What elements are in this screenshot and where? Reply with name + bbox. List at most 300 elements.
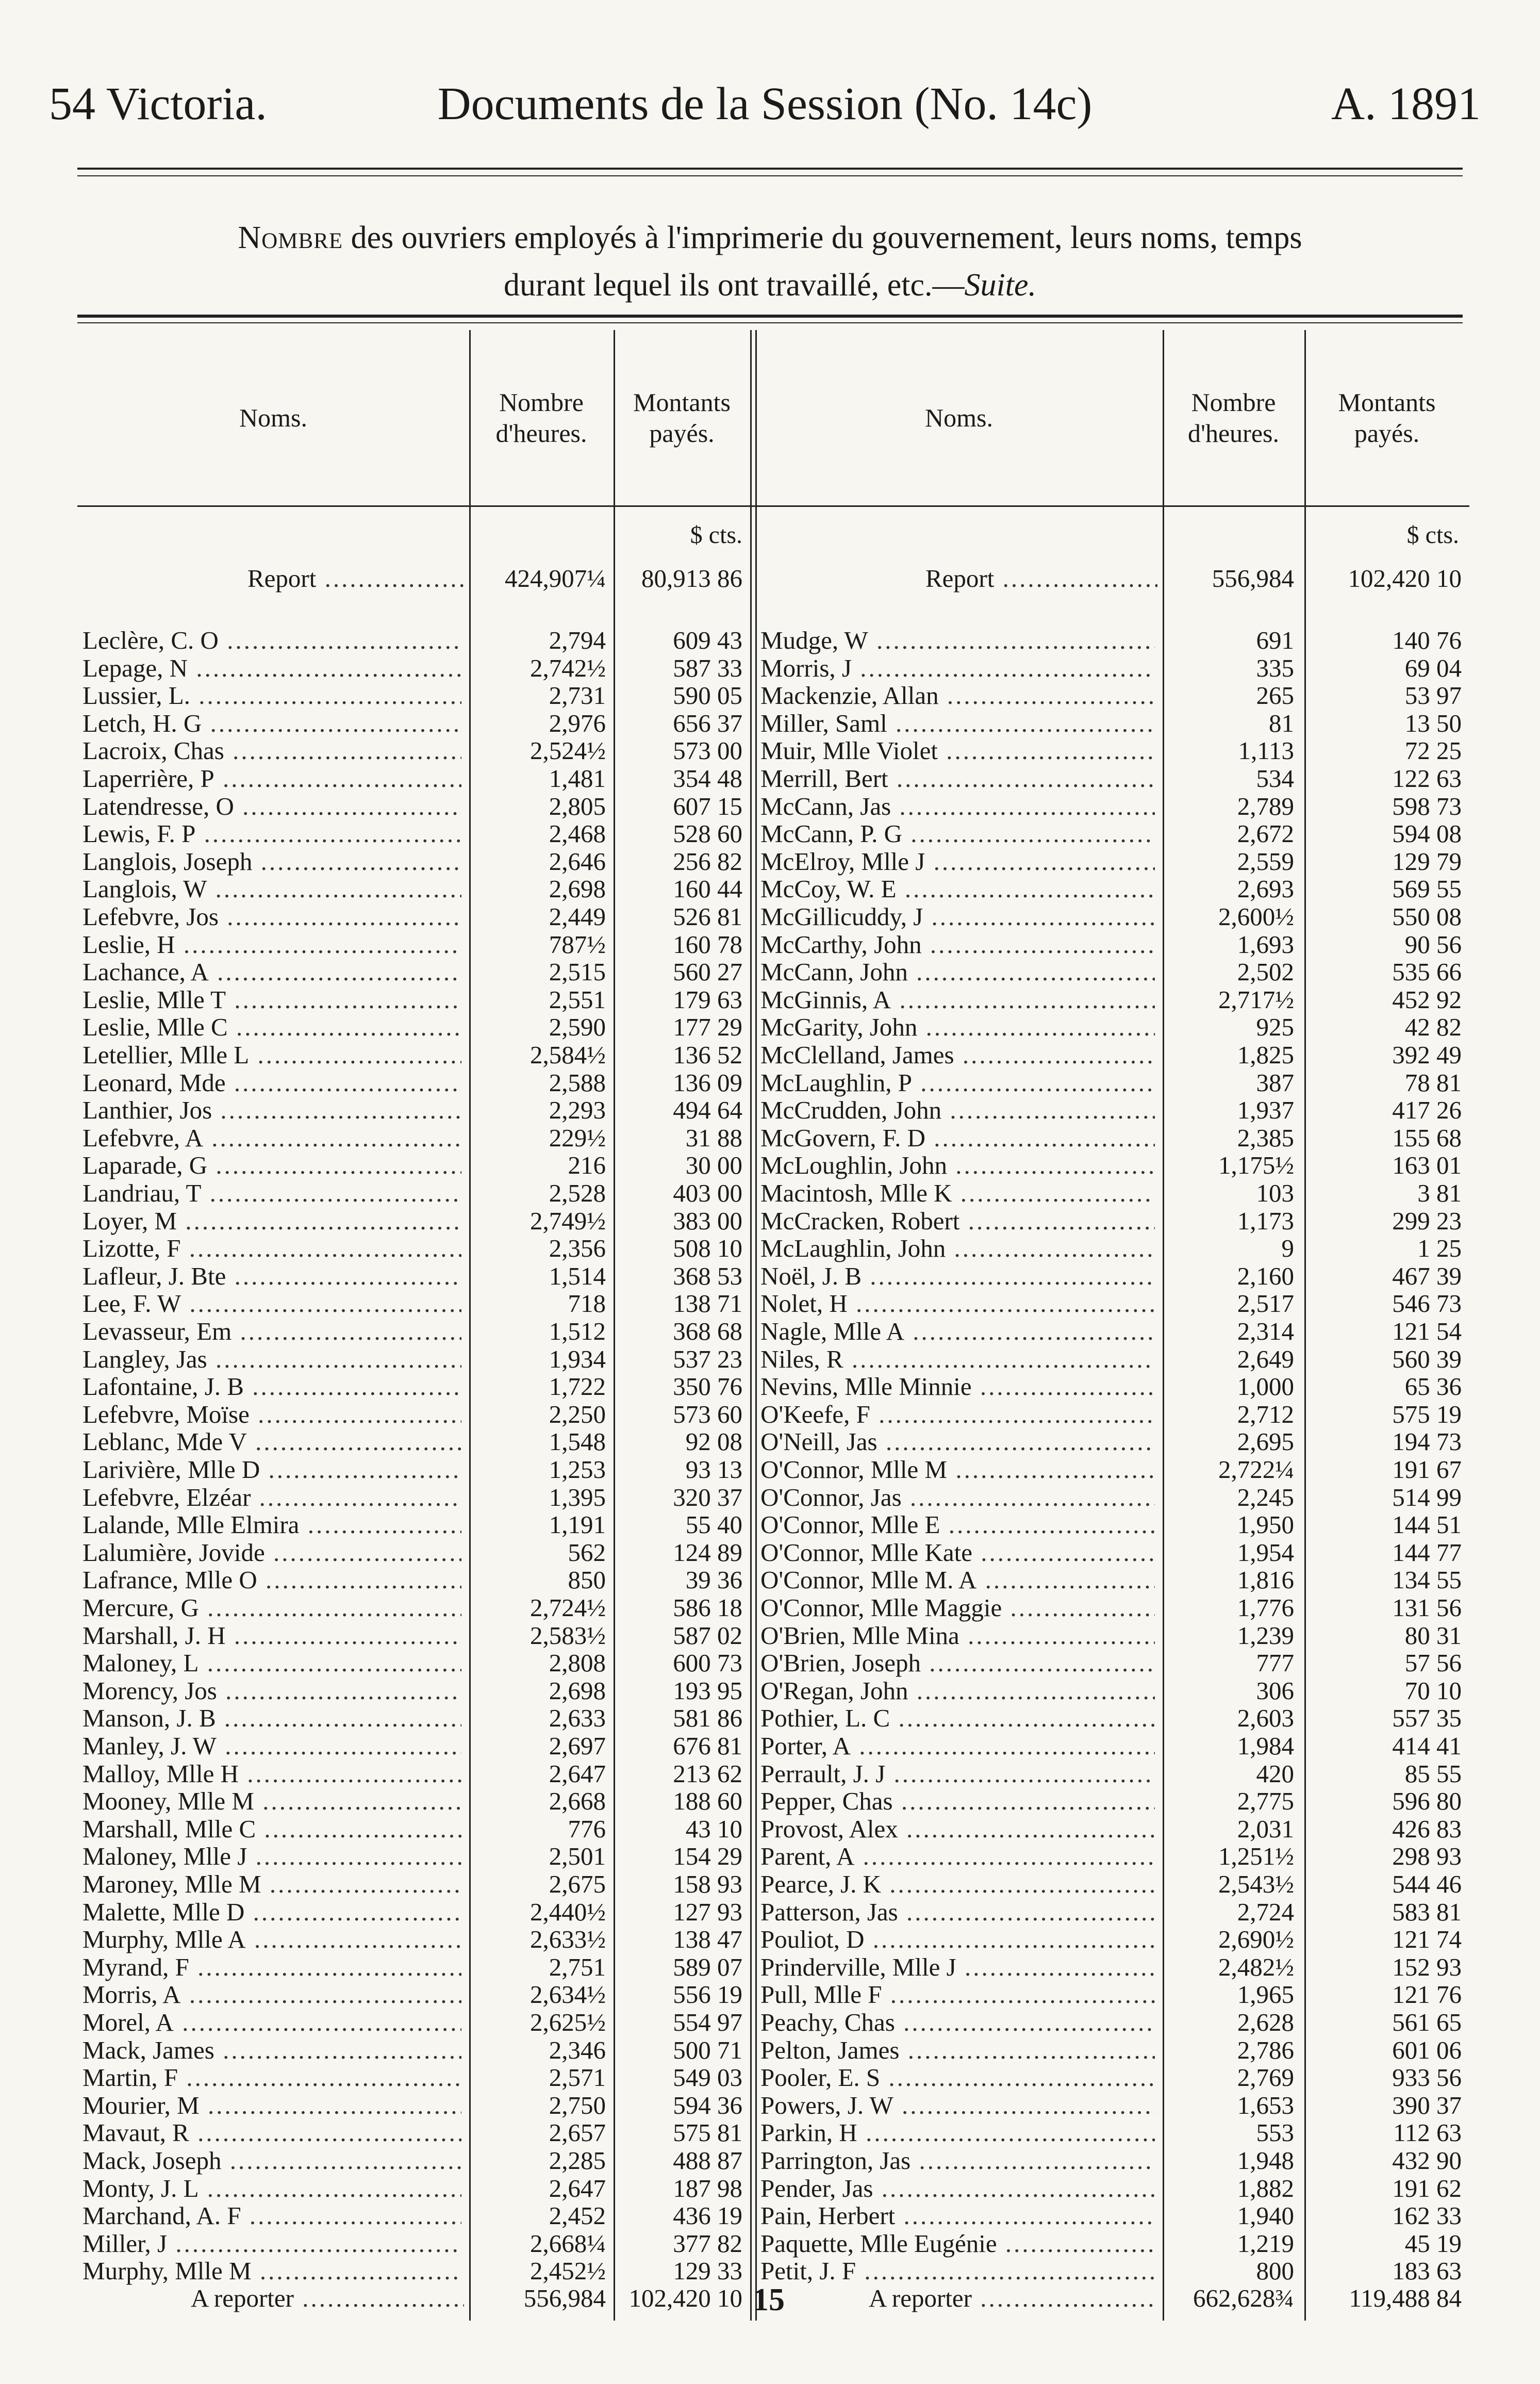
right-worker-name: McCann, Jas .....	[760, 793, 1155, 820]
left-worker-hours: 2,633½	[530, 1925, 606, 1954]
right-total-amount: 119,488 84	[1349, 2284, 1462, 2312]
right-table-row	[755, 1013, 1469, 1041]
left-worker-hours: 1,514	[549, 1261, 606, 1290]
left-worker-amount: 368 68	[673, 1317, 742, 1345]
right-worker-amount: 452 92	[1392, 985, 1462, 1014]
right-worker-hours: 2,517	[1237, 1289, 1294, 1318]
right-table-row	[755, 986, 1469, 1014]
right-table-row	[755, 2202, 1469, 2230]
left-table-row	[77, 1041, 750, 1069]
left-worker-amount: 136 09	[673, 1068, 742, 1097]
left-worker-name: Lefebvre, A .....	[82, 1124, 461, 1152]
right-worker-amount: 1 25	[1417, 1234, 1462, 1263]
left-worker-hours: 1,481	[549, 764, 606, 793]
left-worker-name: Lanthier, Jos .....	[82, 1096, 461, 1124]
left-worker-hours: 718	[568, 1289, 606, 1318]
right-worker-name: Pooler, E. S .....	[760, 2064, 1155, 2092]
left-table-row	[77, 1953, 750, 1981]
right-worker-amount: 601 06	[1392, 2035, 1462, 2064]
right-table-row	[755, 2175, 1469, 2202]
left-worker-amount: 526 81	[673, 902, 742, 931]
left-worker-hours: 2,452	[549, 2201, 606, 2230]
left-worker-amount: 537 23	[673, 1344, 742, 1373]
right-worker-amount: 121 54	[1392, 1317, 1462, 1345]
left-table-row	[77, 1594, 750, 1622]
right-table-row	[755, 1649, 1469, 1677]
right-worker-name: McElroy, Mlle J .....	[760, 848, 1155, 876]
left-worker-hours: 2,742½	[530, 653, 606, 682]
left-worker-amount: 488 87	[673, 2146, 742, 2175]
left-worker-hours: 1,934	[549, 1344, 606, 1373]
right-hours-heading: Nombre d'heures.	[1187, 388, 1279, 448]
right-worker-hours: 2,603	[1237, 1704, 1294, 1733]
right-worker-name: Macintosh, Mlle K .....	[760, 1179, 1155, 1207]
right-worker-hours: 1,693	[1237, 930, 1294, 959]
header-title: Documents de la Session (No. 14c)	[437, 78, 1092, 129]
left-table-row	[77, 1815, 750, 1843]
right-worker-hours: 1,954	[1237, 1538, 1294, 1567]
left-worker-name: Lachance, A .....	[82, 958, 461, 986]
left-table-row	[77, 958, 750, 986]
right-worker-hours: 1,173	[1237, 1206, 1294, 1235]
left-table-row	[77, 1649, 750, 1677]
right-table-row	[755, 1179, 1469, 1207]
left-table-row	[77, 1152, 750, 1179]
right-worker-name: Merrill, Bert .....	[760, 765, 1155, 793]
left-worker-hours: 2,647	[549, 2174, 606, 2202]
right-worker-hours: 2,672	[1237, 819, 1294, 848]
left-worker-name: Lalande, Mlle Elmira .....	[82, 1511, 461, 1539]
left-worker-name: Mack, James .....	[82, 2036, 461, 2064]
right-worker-name: Pull, Mlle F .....	[760, 1981, 1155, 2009]
left-hours-heading: Nombre d'heures.	[495, 388, 587, 448]
left-worker-hours: 2,976	[549, 709, 606, 737]
right-worker-hours: 2,695	[1237, 1427, 1294, 1456]
left-worker-name: Larivière, Mlle D .....	[82, 1456, 461, 1484]
left-worker-hours: 2,647	[549, 1759, 606, 1788]
right-table-row	[755, 1456, 1469, 1484]
right-worker-name: O'Connor, Jas .....	[760, 1484, 1155, 1511]
left-worker-name: Lafleur, J. Bte .....	[82, 1262, 461, 1290]
left-table-row	[77, 1345, 750, 1373]
right-worker-name: Prinderville, Mlle J .....	[760, 1953, 1155, 1981]
left-table-row	[77, 820, 750, 848]
right-table-row	[755, 1262, 1469, 1290]
table-title	[77, 214, 1463, 309]
left-worker-amount: 575 81	[673, 2118, 742, 2147]
left-worker-name: Latendresse, O .....	[82, 793, 461, 820]
right-worker-hours: 1,825	[1237, 1041, 1294, 1069]
left-worker-name: Myrand, F .....	[82, 1953, 461, 1981]
right-worker-name: Petit, J. F .....	[760, 2257, 1155, 2285]
left-worker-amount: 154 29	[673, 1842, 742, 1871]
left-worker-amount: 136 52	[673, 1041, 742, 1069]
right-table-row	[755, 1539, 1469, 1567]
left-worker-name: Langlois, W .....	[82, 875, 461, 903]
left-worker-name: Leslie, Mlle T .....	[82, 986, 461, 1014]
left-table-row	[77, 1677, 750, 1705]
right-worker-name: Pearce, J. K .....	[760, 1870, 1155, 1898]
right-table-row	[755, 627, 1469, 654]
right-worker-hours: 1,653	[1237, 2091, 1294, 2119]
left-table-row	[77, 737, 750, 765]
left-table-row	[77, 1235, 750, 1262]
right-worker-hours: 2,693	[1237, 875, 1294, 903]
right-table-row	[755, 1124, 1469, 1152]
right-worker-name: Pepper, Chas .....	[760, 1787, 1155, 1815]
right-worker-name: Morris, J .....	[760, 654, 1155, 682]
right-worker-hours: 2,385	[1237, 1123, 1294, 1152]
left-table-row	[77, 627, 750, 654]
left-table-row	[77, 1539, 750, 1567]
right-table-row	[755, 875, 1469, 903]
right-worker-amount: 299 23	[1392, 1206, 1462, 1235]
right-table-row	[755, 1732, 1469, 1760]
right-table-row	[755, 1926, 1469, 1953]
left-report-amount: 80,913 86	[641, 564, 742, 593]
left-table-row	[77, 1013, 750, 1041]
left-worker-name: Loyer, M .....	[82, 1207, 461, 1235]
right-worker-name: O'Connor, Mlle M. A .....	[760, 1566, 1155, 1594]
right-worker-amount: 69 04	[1404, 653, 1462, 682]
right-worker-name: Muir, Mlle Violet .....	[760, 737, 1155, 765]
left-worker-amount: 594 36	[673, 2091, 742, 2119]
left-table-row	[77, 1096, 750, 1124]
right-worker-name: McCoy, W. E .....	[760, 875, 1155, 903]
right-table-row	[755, 737, 1469, 765]
right-worker-name: McGarity, John .....	[760, 1013, 1155, 1041]
right-worker-amount: 583 81	[1392, 1897, 1462, 1926]
left-worker-amount: 500 71	[673, 2035, 742, 2064]
left-worker-hours: 2,633	[549, 1704, 606, 1733]
left-worker-hours: 2,750	[549, 2091, 606, 2119]
right-worker-amount: 535 66	[1392, 958, 1462, 987]
workers-table	[77, 330, 1469, 2321]
left-worker-hours: 2,293	[549, 1096, 606, 1125]
left-worker-amount: 436 19	[673, 2201, 742, 2230]
right-worker-name: McCarthy, John .....	[760, 931, 1155, 959]
right-worker-hours: 2,482½	[1218, 1952, 1294, 1981]
right-table-row	[755, 1511, 1469, 1539]
left-worker-amount: 31 88	[685, 1123, 742, 1152]
left-worker-name: Lefebvre, Elzéar .....	[82, 1484, 461, 1511]
right-worker-hours: 925	[1256, 1013, 1294, 1042]
left-table-row	[77, 1456, 750, 1484]
right-worker-hours: 1,219	[1237, 2229, 1294, 2258]
left-worker-amount: 179 63	[673, 985, 742, 1014]
right-worker-amount: 85 55	[1404, 1759, 1462, 1788]
right-worker-hours: 2,786	[1237, 2035, 1294, 2064]
right-names-heading: Noms.	[925, 403, 993, 432]
right-worker-name: McCann, John .....	[760, 958, 1155, 986]
right-table-row	[755, 2036, 1469, 2064]
right-worker-amount: 122 63	[1392, 764, 1462, 793]
right-worker-hours: 420	[1256, 1759, 1294, 1788]
left-worker-amount: 93 13	[685, 1455, 742, 1484]
right-worker-name: Pender, Jas .....	[760, 2175, 1155, 2202]
right-worker-hours: 387	[1256, 1068, 1294, 1097]
left-worker-name: Lussier, L. .....	[82, 682, 461, 710]
right-worker-amount: 155 68	[1392, 1123, 1462, 1152]
right-worker-name: Powers, J. W .....	[760, 2092, 1155, 2119]
right-table-row	[755, 2257, 1469, 2285]
left-worker-name: Mercure, G .....	[82, 1594, 461, 1622]
left-worker-amount: 160 78	[673, 930, 742, 959]
right-table-row	[755, 1815, 1469, 1843]
right-worker-hours: 1,984	[1237, 1732, 1294, 1760]
left-worker-name: Lepage, N .....	[82, 654, 461, 682]
header-divider	[77, 505, 1469, 507]
right-table-row	[755, 1152, 1469, 1179]
right-worker-name: O'Connor, Mlle Kate .....	[760, 1539, 1155, 1567]
left-worker-hours: 2,724½	[530, 1593, 606, 1622]
right-table-row	[755, 1787, 1469, 1815]
right-worker-hours: 335	[1256, 653, 1294, 682]
left-worker-name: Manson, J. B .....	[82, 1704, 461, 1732]
left-worker-name: Marchand, A. F .....	[82, 2202, 461, 2230]
right-worker-name: Pouliot, D .....	[760, 1926, 1155, 1953]
right-worker-hours: 306	[1256, 1676, 1294, 1705]
left-table-row	[77, 2119, 750, 2147]
right-worker-amount: 598 73	[1392, 792, 1462, 820]
left-worker-name: Morel, A .....	[82, 2009, 461, 2036]
right-worker-amount: 514 99	[1392, 1483, 1462, 1511]
right-worker-name: Mudge, W .....	[760, 627, 1155, 654]
left-table-row	[77, 1981, 750, 2009]
right-table-row	[755, 903, 1469, 931]
right-worker-hours: 2,769	[1237, 2063, 1294, 2092]
left-worker-name: Lafontaine, J. B .....	[82, 1373, 461, 1401]
left-table-row	[77, 1622, 750, 1650]
right-table-row	[755, 2230, 1469, 2258]
left-worker-amount: 656 37	[673, 709, 742, 737]
left-worker-amount: 377 82	[673, 2229, 742, 2258]
right-table-row	[755, 1207, 1469, 1235]
left-worker-amount: 213 62	[673, 1759, 742, 1788]
left-worker-amount: 556 19	[673, 1980, 742, 2009]
right-worker-amount: 596 80	[1392, 1787, 1462, 1816]
right-worker-hours: 265	[1256, 681, 1294, 710]
left-worker-amount: 600 73	[673, 1649, 742, 1678]
right-worker-amount: 467 39	[1392, 1261, 1462, 1290]
left-worker-amount: 177 29	[673, 1013, 742, 1042]
right-worker-amount: 134 55	[1392, 1566, 1462, 1594]
right-worker-amount: 140 76	[1392, 626, 1462, 654]
left-table-row	[77, 2202, 750, 2230]
left-worker-amount: 92 08	[685, 1427, 742, 1456]
right-worker-amount: 569 55	[1392, 875, 1462, 903]
right-worker-hours: 1,940	[1237, 2201, 1294, 2230]
right-worker-amount: 557 35	[1392, 1704, 1462, 1733]
left-worker-amount: 383 00	[673, 1206, 742, 1235]
left-table-row	[77, 1760, 750, 1788]
right-table-row	[755, 1373, 1469, 1401]
left-worker-name: Laperrière, P .....	[82, 765, 461, 793]
right-worker-amount: 163 01	[1392, 1151, 1462, 1180]
right-report-amount: 102,420 10	[1348, 564, 1462, 593]
right-table-row	[755, 2064, 1469, 2092]
left-worker-hours: 1,253	[549, 1455, 606, 1484]
left-worker-amount: 607 15	[673, 792, 742, 820]
left-worker-hours: 2,551	[549, 985, 606, 1014]
left-worker-amount: 587 02	[673, 1621, 742, 1650]
left-worker-amount: 320 37	[673, 1483, 742, 1511]
left-worker-hours: 2,794	[549, 626, 606, 654]
right-worker-hours: 2,717½	[1218, 985, 1294, 1014]
right-amounts-heading: Montants payés.	[1338, 388, 1436, 448]
left-worker-name: Morris, A .....	[82, 1981, 461, 2009]
right-table-row	[755, 1953, 1469, 1981]
left-table-row	[77, 2257, 750, 2285]
right-worker-amount: 90 56	[1404, 930, 1462, 959]
left-table-row	[77, 2009, 750, 2036]
left-worker-name: Martin, F .....	[82, 2064, 461, 2092]
left-worker-amount: 560 27	[673, 958, 742, 987]
left-worker-hours: 2,668	[549, 1787, 606, 1816]
left-table-row	[77, 1732, 750, 1760]
left-worker-amount: 43 10	[685, 1814, 742, 1843]
left-worker-amount: 193 95	[673, 1676, 742, 1705]
right-worker-amount: 194 73	[1392, 1427, 1462, 1456]
right-worker-hours: 103	[1256, 1179, 1294, 1207]
left-worker-amount: 676 81	[673, 1732, 742, 1760]
right-worker-hours: 1,937	[1237, 1096, 1294, 1125]
right-worker-name: Provost, Alex .....	[760, 1815, 1155, 1843]
right-worker-name: O'Brien, Joseph .....	[760, 1649, 1155, 1677]
left-worker-hours: 2,468	[549, 819, 606, 848]
right-table-row	[755, 820, 1469, 848]
left-worker-hours: 2,515	[549, 958, 606, 987]
left-table-row	[77, 903, 750, 931]
left-amounts-heading: Montants payés.	[633, 388, 731, 448]
left-table-row	[77, 1511, 750, 1539]
left-worker-amount: 494 64	[673, 1096, 742, 1125]
right-worker-amount: 3 81	[1417, 1179, 1462, 1207]
left-table-row	[77, 2230, 750, 2258]
left-table-row	[77, 2147, 750, 2175]
left-worker-hours: 2,584½	[530, 1041, 606, 1069]
left-worker-hours: 2,356	[549, 1234, 606, 1263]
left-worker-name: Miller, J .....	[82, 2230, 461, 2258]
left-worker-name: Leslie, H .....	[82, 931, 461, 959]
left-worker-name: Lalumière, Jovide .....	[82, 1539, 461, 1567]
left-worker-name: Mourier, M .....	[82, 2092, 461, 2119]
left-worker-hours: 2,731	[549, 681, 606, 710]
right-worker-amount: 129 79	[1392, 847, 1462, 876]
right-worker-name: O'Keefe, F .....	[760, 1401, 1155, 1428]
right-worker-amount: 72 25	[1404, 736, 1462, 765]
right-table-row	[755, 848, 1469, 876]
left-worker-amount: 55 40	[685, 1510, 742, 1539]
right-worker-hours: 2,649	[1237, 1344, 1294, 1373]
right-worker-hours: 2,722¼	[1218, 1455, 1294, 1484]
left-worker-amount: 586 18	[673, 1593, 742, 1622]
right-total-hours: 662,628¾	[1193, 2284, 1294, 2312]
left-table-row	[77, 1207, 750, 1235]
right-table-row	[755, 1870, 1469, 1898]
right-worker-amount: 57 56	[1404, 1649, 1462, 1678]
left-worker-name: Lefebvre, Jos .....	[82, 903, 461, 931]
right-worker-name: McGillicuddy, J .....	[760, 903, 1155, 931]
page-header	[49, 77, 1481, 139]
left-worker-hours: 2,524½	[530, 736, 606, 765]
right-worker-hours: 1,776	[1237, 1593, 1294, 1622]
left-worker-hours: 1,395	[549, 1483, 606, 1511]
left-worker-amount: 158 93	[673, 1870, 742, 1898]
left-table-row	[77, 1318, 750, 1345]
right-total-row	[755, 2284, 1469, 2312]
left-worker-hours: 2,657	[549, 2118, 606, 2147]
left-unit-label: $ cts.	[690, 521, 742, 549]
right-table-row	[755, 1235, 1469, 1262]
left-table-row	[77, 1290, 750, 1318]
left-table-row	[77, 1787, 750, 1815]
right-table-row	[755, 682, 1469, 710]
right-worker-name: O'Connor, Mlle Maggie .....	[760, 1594, 1155, 1622]
right-unit-label: $ cts.	[1406, 521, 1459, 549]
left-table-row	[77, 931, 750, 959]
left-table-row	[77, 1484, 750, 1511]
left-worker-hours: 229½	[549, 1123, 606, 1152]
right-table-row	[755, 1622, 1469, 1650]
right-worker-name: O'Neill, Jas .....	[760, 1428, 1155, 1456]
left-worker-amount: 573 00	[673, 736, 742, 765]
left-worker-hours: 562	[568, 1538, 606, 1567]
right-worker-name: O'Regan, John .....	[760, 1677, 1155, 1705]
right-worker-name: Parkin, H .....	[760, 2119, 1155, 2147]
left-worker-name: Monty, J. L .....	[82, 2175, 461, 2202]
left-worker-hours: 2,250	[549, 1400, 606, 1428]
left-worker-amount: 587 33	[673, 653, 742, 682]
left-worker-amount: 403 00	[673, 1179, 742, 1207]
right-worker-amount: 191 62	[1392, 2174, 1462, 2202]
right-report-label: Report .....	[755, 565, 1157, 593]
right-worker-name: Noël, J. B .....	[760, 1262, 1155, 1290]
right-worker-amount: 392 49	[1392, 1041, 1462, 1069]
left-worker-hours: 2,528	[549, 1179, 606, 1207]
right-worker-amount: 417 26	[1392, 1096, 1462, 1125]
left-table-row	[77, 2092, 750, 2119]
right-table-row	[755, 793, 1469, 820]
left-table-row	[77, 793, 750, 820]
right-table-row	[755, 2009, 1469, 2036]
left-worker-name: Manley, J. W .....	[82, 1732, 461, 1760]
left-table-row	[77, 848, 750, 876]
left-worker-hours: 850	[568, 1566, 606, 1594]
header-rule-thin	[77, 175, 1463, 176]
left-worker-amount: 256 82	[673, 847, 742, 876]
right-worker-name: McCracken, Robert .....	[760, 1207, 1155, 1235]
right-worker-amount: 80 31	[1404, 1621, 1462, 1650]
right-table-row	[755, 1843, 1469, 1870]
right-worker-hours: 2,314	[1237, 1317, 1294, 1345]
header-volume: 54 Victoria.	[49, 78, 267, 129]
left-worker-name: Maloney, Mlle J .....	[82, 1843, 461, 1870]
left-worker-name: Marshall, J. H .....	[82, 1622, 461, 1650]
left-worker-name: Lacroix, Chas .....	[82, 737, 461, 765]
left-worker-hours: 2,749½	[530, 1206, 606, 1235]
left-worker-amount: 528 60	[673, 819, 742, 848]
right-worker-amount: 426 83	[1392, 1814, 1462, 1843]
left-worker-hours: 2,346	[549, 2035, 606, 2064]
right-worker-name: Parrington, Jas .....	[760, 2147, 1155, 2175]
right-worker-hours: 1,175½	[1218, 1151, 1294, 1180]
left-worker-name: Maroney, Mlle M .....	[82, 1870, 461, 1898]
right-worker-name: Pain, Herbert .....	[760, 2202, 1155, 2230]
right-worker-hours: 1,950	[1237, 1510, 1294, 1539]
right-worker-amount: 414 41	[1392, 1732, 1462, 1760]
right-table-row	[755, 1677, 1469, 1705]
